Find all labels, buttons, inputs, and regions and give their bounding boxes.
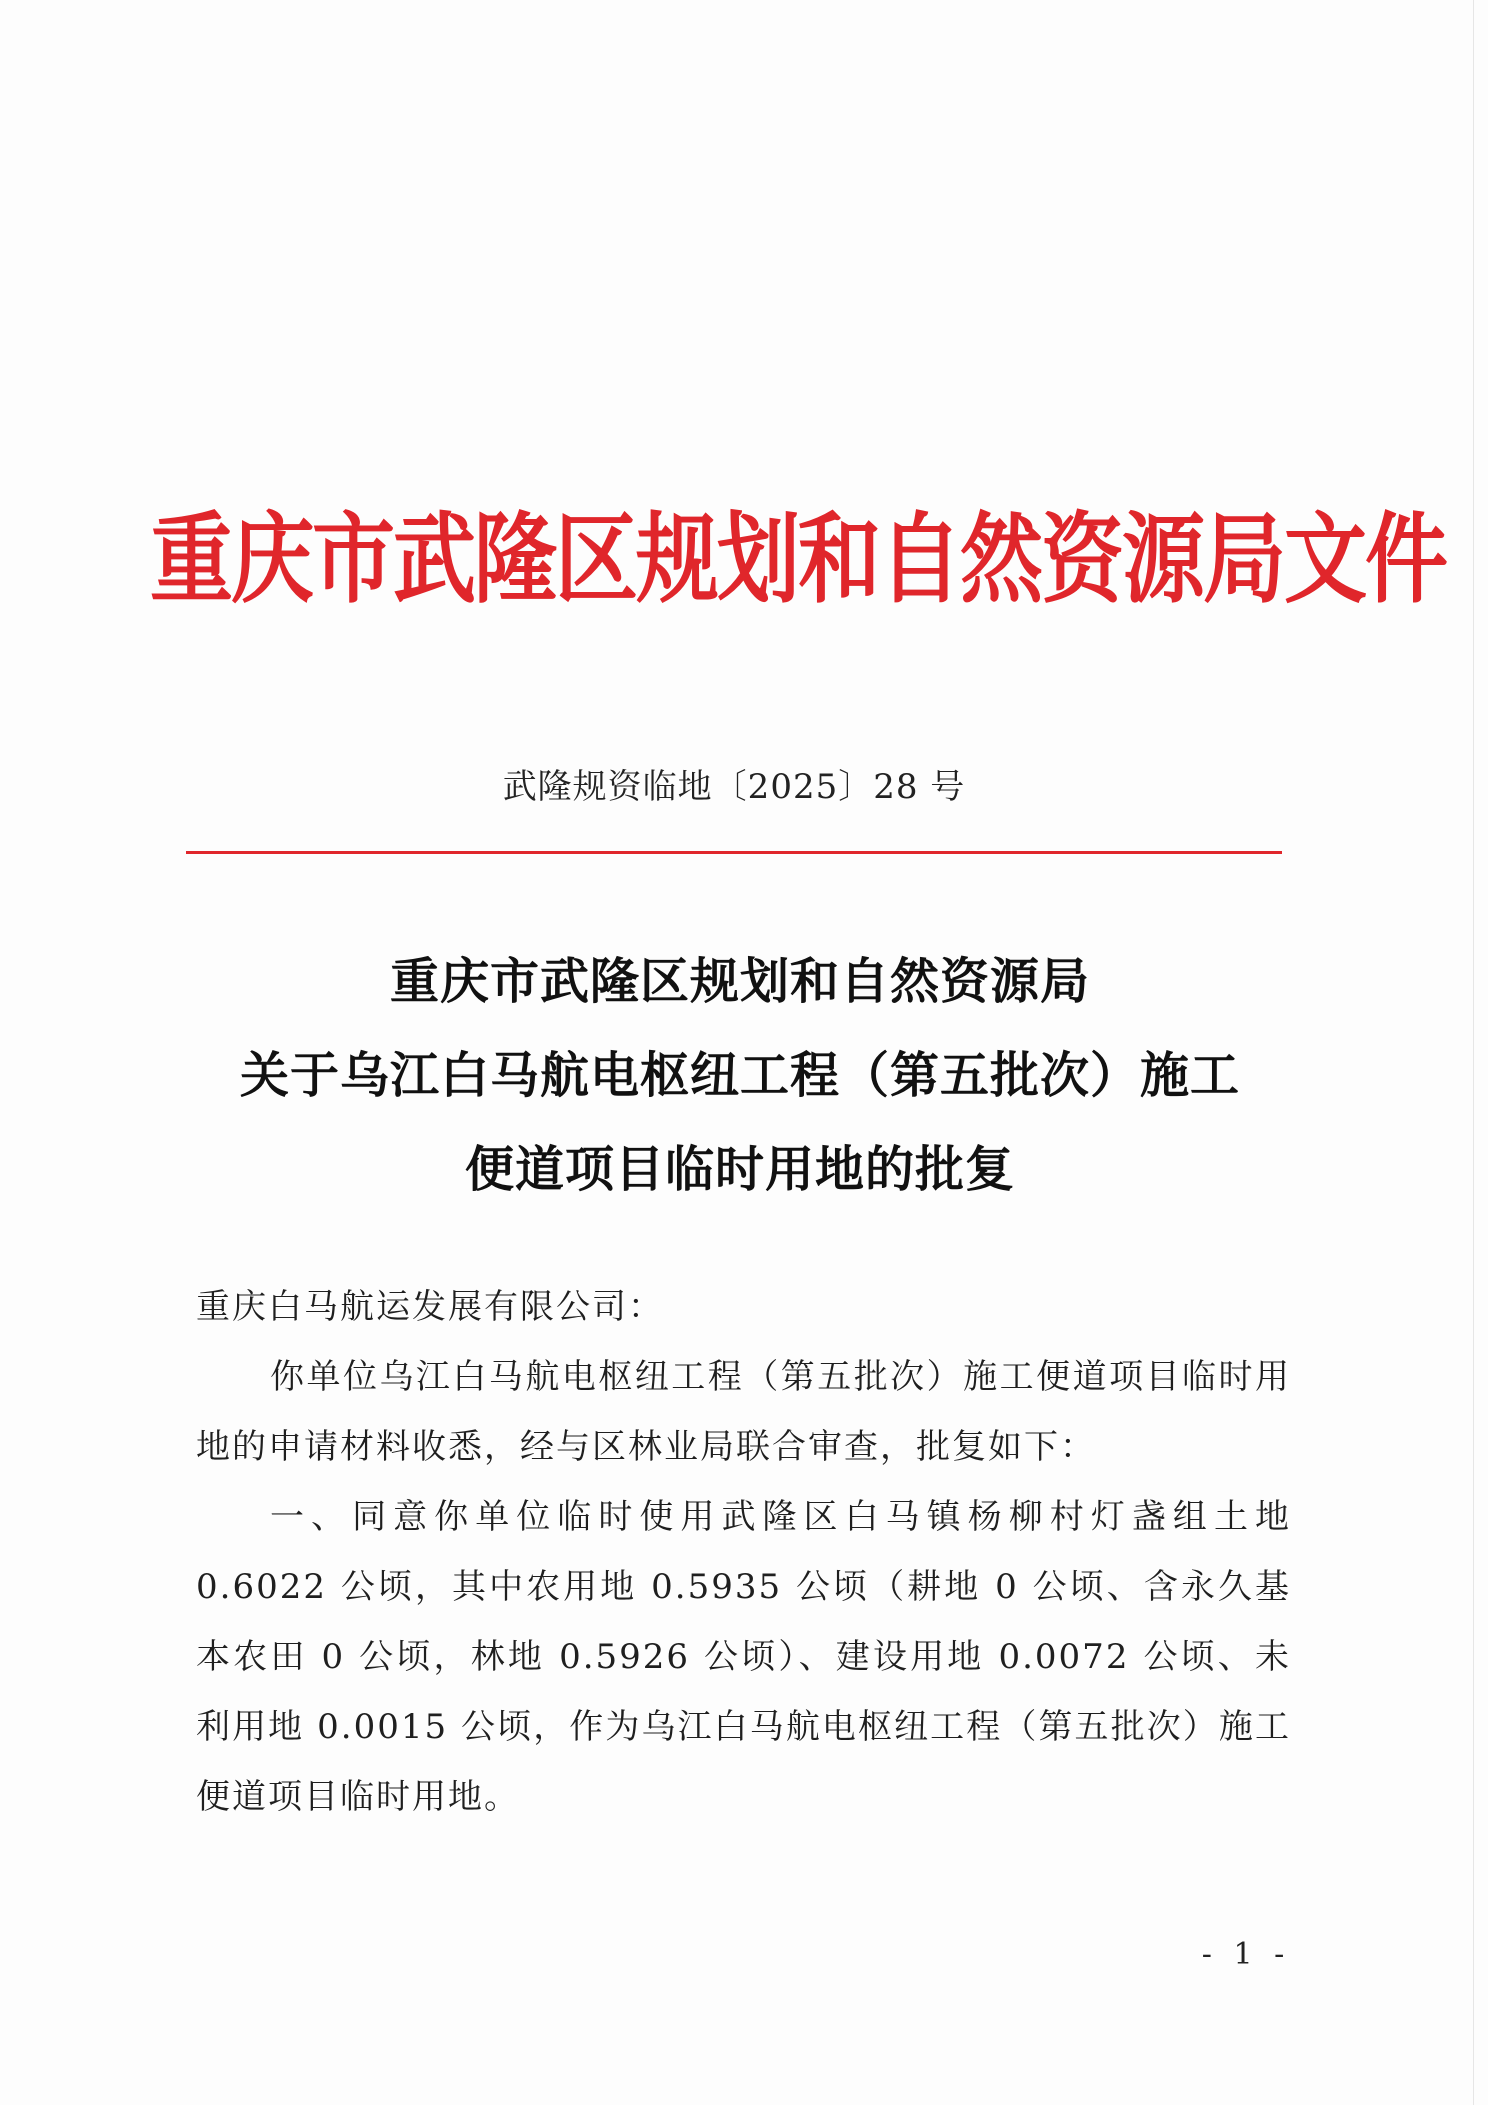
issuer-masthead: 重庆市武隆区规划和自然资源局文件 — [150, 502, 1446, 617]
red-separator-line — [186, 851, 1282, 854]
document-body — [196, 1272, 1291, 1832]
page-number: - 1 - — [1201, 1937, 1291, 1972]
title-line-3: 便道项目临时用地的批复 — [464, 1140, 1015, 1198]
addressee: 重庆白马航运发展有限公司： — [196, 1287, 664, 1327]
scan-edge-line — [1473, 0, 1474, 2105]
document-title — [140, 934, 1340, 1216]
body-paragraph-1: 你单位乌江白马航电枢纽工程（第五批次）施工便道项目临时用地的申请材料收悉，经与区林业局联合审查，批复如下： — [196, 1357, 1291, 1467]
title-line-1: 重庆市武隆区规划和自然资源局 — [389, 952, 1090, 1010]
body-paragraph-2: 一、同意你单位临时使用武隆区白马镇杨柳村灯盏组土地 0.6022 公顷，其中农用地 0.5935 公顷（耕地 0 公顷、含永久基本农田 0 公顷，林地 0.5926 公顷）、建设用地 0.0072 公顷、未利用地 0.0015 公顷，作为乌江白马航电枢纽工程（第五批次）施工便道项目临时用地。 — [196, 1497, 1291, 1817]
title-line-2: 关于乌江白马航电枢纽工程（第五批次）施工 — [239, 1046, 1240, 1104]
document-number: 武隆规资临地〔2025〕28 号 — [502, 767, 966, 807]
